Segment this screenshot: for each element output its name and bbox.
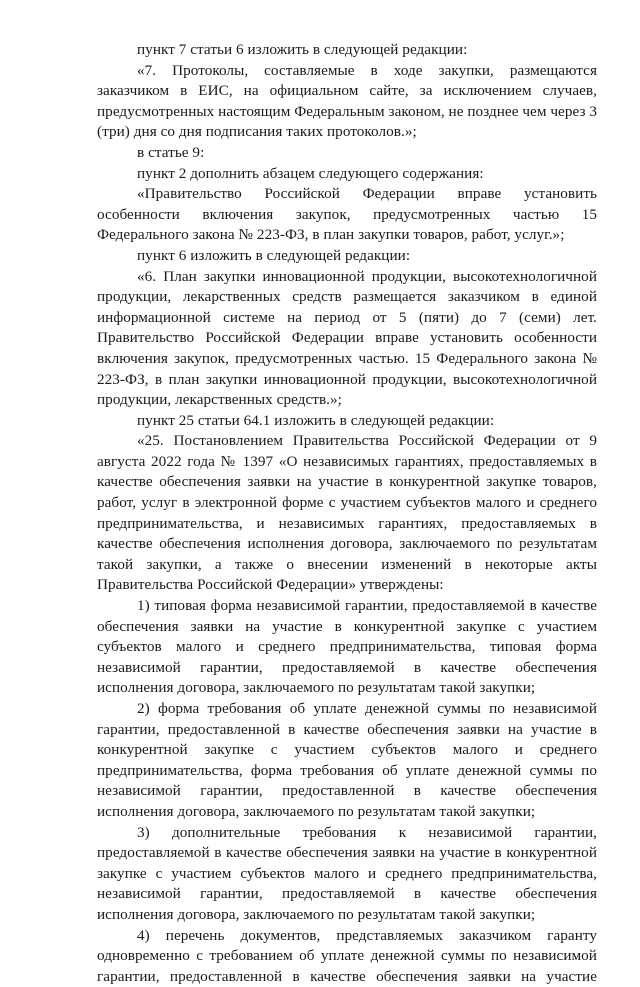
paragraph: «6. План закупки инновационной продукции, высокотехнологичной продукции, лекарственных средств размещается заказчиком в единой информационной системе на период от 5 (пяти) до 7 (семи) лет. Правительство Российской Федерации вправе установить особенности включения закупок, предусмотренных частью. 15 Федерального закона № 223-ФЗ, в план закупки инновационной продукции, высокотехнологичной продукции, лекарственных средств.»; bbox=[97, 267, 597, 409]
paragraph: «Правительство Российской Федерации вправе установить особенности включения закупок, предусмотренных частью 15 Федерального закона № 223-ФЗ, в план закупки товаров, работ, услуг.»; bbox=[97, 185, 597, 244]
paragraph: «25. Постановлением Правительства Российской Федерации от 9 августа 2022 года № 1397 «О независимых гарантиях, предоставляемых в качестве обеспечения заявки на участие в конкурентной закупке товаров, работ, услуг в электронной форме с участием субъектов малого и среднего предпринимательства, и независимых гарантиях, предоставляемых в качестве обеспечения исполнения договора, заключаемого по результатам такой закупки, а также о внесении изменений в некоторые акты Правительства Российской Федерации» утверждены: bbox=[97, 432, 597, 594]
paragraph: в статье 9: bbox=[137, 143, 205, 161]
paragraph: пункт 6 изложить в следующей редакции: bbox=[137, 246, 411, 264]
list-item: 2) форма требования об уплате денежной суммы по независимой гарантии, предоставленной в качестве обеспечения заявки на участие в конкурентной закупке с участием субъектов малого и среднего предпринимательства, форма требования об уплате денежной суммы по независимой гарантии, предоставленной в качестве обеспечения исполнения договора, заключаемого по результатам такой закупки; bbox=[97, 700, 597, 820]
paragraph: пункт 7 статьи 6 изложить в следующей редакции: bbox=[137, 41, 468, 58]
list-item: 3) дополнительные требования к независимой гарантии, предоставляемой в качестве обеспечения заявки на участие в конкурентной закупке с участием субъектов малого и среднего предпринимательства, независимой гарантии, предоставляемой в качестве обеспечения исполнения договора, заключаемого по результатам такой закупки; bbox=[97, 823, 597, 923]
list-item: 4) перечень документов, представляемых заказчиком гаранту одновременно с требованием об уплате денежной суммы по независимой гарантии, предоставленной в качестве обеспечения заявки на участие bbox=[97, 926, 597, 985]
paragraph: пункт 25 статьи 64.1 изложить в следующей редакции: bbox=[137, 411, 495, 429]
list-item: 1) типовая форма независимой гарантии, предоставляемой в качестве обеспечения заявки на участие в конкурентной закупке с участием субъектов малого и среднего предпринимательства, типовая форма независимой гарантии, предоставляемой в качестве обеспечения исполнения договора, заключаемого по результатам такой закупки; bbox=[97, 597, 597, 697]
paragraph: пункт 2 дополнить абзацем следующего содержания: bbox=[137, 164, 484, 182]
paragraph: «7. Протоколы, составляемые в ходе закупки, размещаются заказчиком в ЕИС, на официальном сайте, за исключением случаев, предусмотренных настоящим Федеральным законом, не позднее чем через 3 (три) дня со дня подписания таких протоколов.»; bbox=[97, 61, 597, 141]
document-body bbox=[97, 40, 597, 987]
